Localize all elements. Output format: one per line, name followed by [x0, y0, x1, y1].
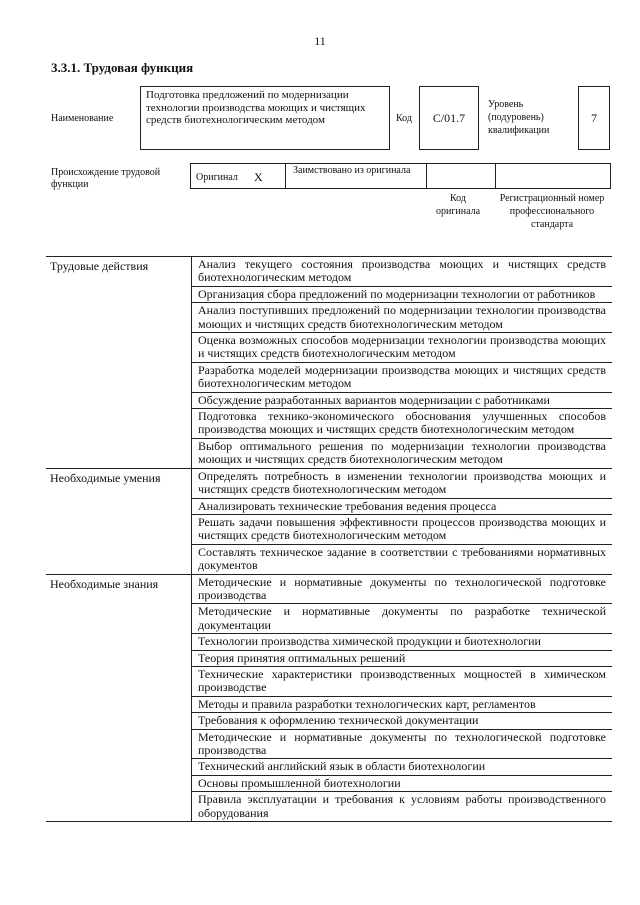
origin-cell-divider: [426, 164, 427, 188]
code-value-box: [419, 86, 479, 150]
table-row: Теория принятия оптимальных решений: [192, 651, 612, 667]
table-row: Разработка моделей модернизации производства моющих и чистящих средств биотехнологическим методом: [192, 363, 612, 393]
origin-label: Происхождение трудовой функции: [51, 167, 161, 190]
table-row: Обсуждение разработанных вариантов модернизации с работниками: [192, 393, 612, 409]
table-row: Анализ текущего состояния производства моющих и чистящих средств биотехнологическим методом: [192, 257, 612, 287]
table-row: Анализ поступивших предложений по модернизации технологии производства моющих и чистящих средств биотехнологическим методом: [192, 303, 612, 333]
origin-cell-divider: [190, 164, 191, 188]
section-title: 3.3.1. Трудовая функция: [51, 60, 194, 75]
level-value-box: [578, 86, 610, 150]
category-actions: [46, 257, 612, 469]
table-row: Технический английский язык в области биотехнологии: [192, 759, 612, 775]
level-label: Уровень (подуровень) квалификации: [488, 99, 550, 136]
table-row: Анализировать технические требования ведения процесса: [192, 499, 612, 515]
borrowed-label: Заимствовано из оригинала: [293, 165, 411, 176]
caption-code-original: Код оригинала: [435, 193, 481, 217]
caption-reg-number: Регистрационный номер профессионального стандарта: [499, 193, 605, 230]
table-row: Технологии производства химической продукции и биотехнологии: [192, 634, 612, 650]
original-label: Оригинал: [196, 172, 238, 183]
function-name-box: Подготовка предложений по модернизации технологии производства моющих и чистящих средств биотехнологическим методом: [140, 86, 390, 150]
table-row: Организация сбора предложений по модернизации технологии от работников: [192, 287, 612, 303]
category-label: Необходимые умения: [50, 470, 161, 485]
name-label: Наименование: [51, 113, 114, 124]
table-row: Основы промышленной биотехнологии: [192, 776, 612, 792]
page-number: 11: [314, 34, 326, 48]
category-label: Трудовые действия: [50, 259, 149, 273]
table-row: Выбор оптимального решения по модернизации технологии производства моющих и чистящих средств биотехнологическим методом: [198, 438, 606, 467]
table-row: Требования к оформлению технической документации: [192, 713, 612, 729]
original-mark: X: [254, 170, 263, 184]
table-row: Оценка возможных способов модернизации технологии производства моющих и чистящих средств биотехнологическим методом: [192, 333, 612, 363]
table-row: Подготовка технико-экономического обоснования улучшенных способов производства моющих и чистящих средств биотехнологическим методом: [192, 409, 612, 439]
category-knowledge: [46, 575, 612, 823]
origin-cell-divider: [285, 164, 286, 188]
table-row: Методические и нормативные документы по технологической подготовке производства: [192, 730, 612, 760]
code-label: Код: [396, 113, 412, 124]
table-row: Методические и нормативные документы по технологической подготовке производства: [192, 575, 612, 605]
table-row: Определять потребность в изменении технологии производства моющих и чистящих средств биотехнологическим методом: [192, 469, 612, 499]
table-row: Правила эксплуатации и требования к условиям работы производственного оборудования: [198, 792, 606, 820]
category-label: Необходимые знания: [50, 576, 159, 591]
table-row: Технические характеристики производственных мощностей в химическом производстве: [192, 667, 612, 697]
category-skills: [46, 469, 612, 575]
function-table: [46, 256, 612, 822]
level-value: 7: [591, 110, 597, 125]
table-row: Методы и правила разработки технологических карт, регламентов: [192, 697, 612, 713]
table-row: Решать задачи повышения эффективности процессов производства моющих и чистящих средств биотехнологическим методом: [192, 515, 612, 545]
table-row: Составлять техническое задание в соответствии с требованиями нормативных документов: [198, 544, 606, 573]
origin-cell-divider: [495, 164, 611, 188]
code-value: C/01.7: [432, 110, 466, 125]
table-row: Методические и нормативные документы по разработке технической документации: [192, 604, 612, 634]
